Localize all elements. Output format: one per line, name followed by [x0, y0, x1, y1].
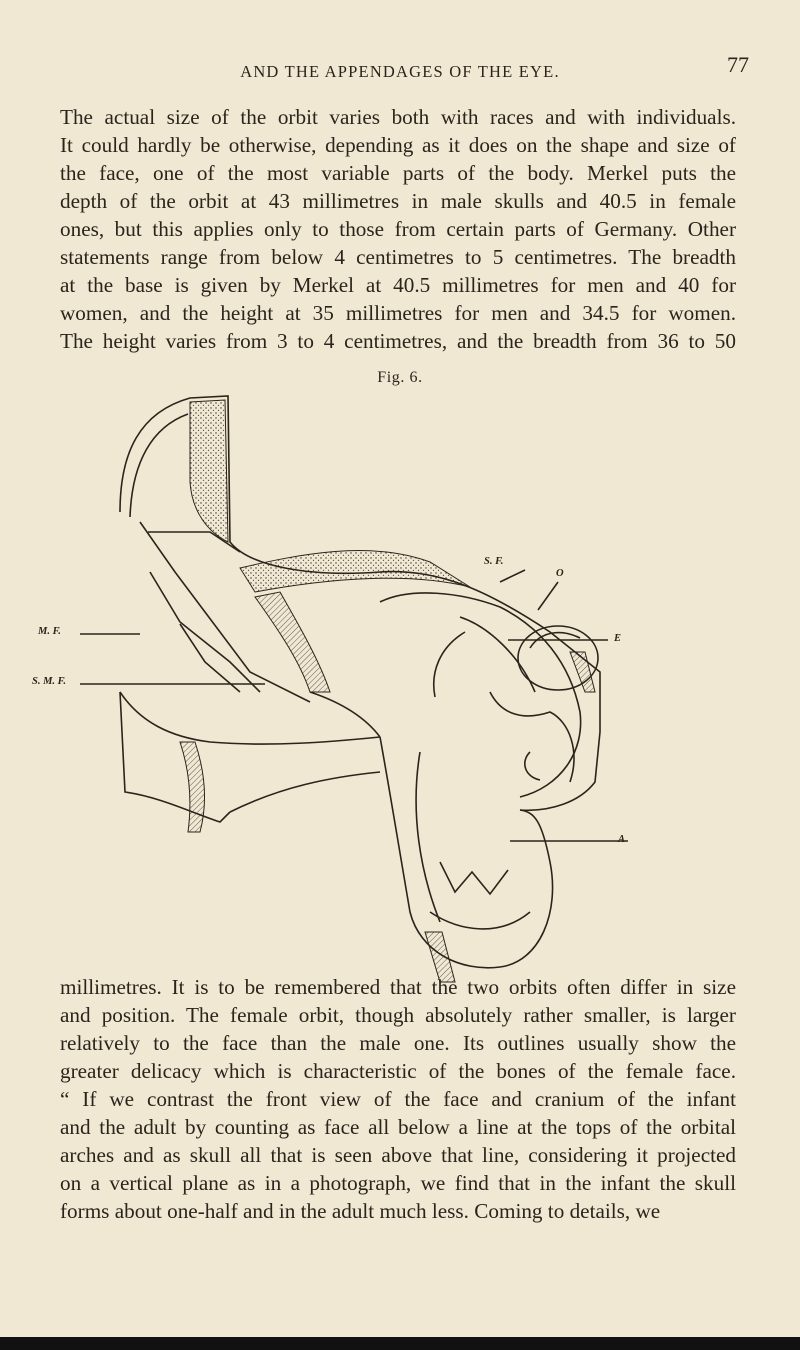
running-head: AND THE APPENDAGES OF THE EYE.: [240, 62, 560, 81]
label-sf: S. F.: [484, 556, 504, 567]
text-line: greater delicacy which is characteristic of the bones of the female face.: [60, 1059, 736, 1083]
text-line: The actual size of the orbit varies both with races and with individuals.: [60, 105, 736, 129]
text-line: relatively to the face than the male one. Its outlines usually show the: [60, 1031, 736, 1055]
text-line: “ If we contrast the front view of the face and cranium of the infant: [60, 1087, 736, 1111]
text-line: It could hardly be otherwise, depending as it does on the shape and size of: [60, 133, 736, 157]
label-smf: S. M. F.: [32, 676, 66, 687]
text-line: statements range from below 4 centimetres to 5 centimetres. The breadth: [60, 245, 736, 269]
text-line: the face, one of the most variable parts of the body. Merkel puts the: [60, 161, 736, 185]
bottom-edge-bar: [0, 1337, 800, 1350]
text-line: The height varies from 3 to 4 centimetres, and the breadth from 36 to 50: [60, 329, 736, 353]
skull-section-drawing: [80, 392, 640, 992]
label-a: A: [618, 834, 626, 845]
text-line: and the adult by counting as face all below a line at the tops of the orbital: [60, 1115, 736, 1139]
figure-caption: Fig. 6.: [377, 369, 423, 386]
label-e: E: [614, 633, 622, 644]
page-number: 77: [727, 52, 749, 77]
label-mf: M. F.: [38, 626, 61, 637]
paragraph-1: [60, 103, 736, 355]
text-line: arches and as skull all that is seen above that line, considering it projected: [60, 1143, 736, 1167]
paragraph-2: [60, 973, 736, 1225]
skull-section-figure: [32, 392, 640, 992]
text-line: ones, but this applies only to those from certain parts of Germany. Other: [60, 217, 736, 241]
text-line: millimetres. It is to be remembered that the two orbits often differ in size: [60, 975, 736, 999]
text-line: women, and the height at 35 millimetres for men and 34.5 for women.: [60, 301, 736, 325]
text-line: forms about one-half and in the adult much less. Coming to details, we: [60, 1199, 661, 1223]
text-line: depth of the orbit at 43 millimetres in male skulls and 40.5 in female: [60, 189, 736, 213]
text-line: at the base is given by Merkel at 40.5 millimetres for men and 40 for: [60, 273, 736, 297]
text-line: on a vertical plane as in a photograph, we find that in the infant the skull: [60, 1171, 736, 1195]
text-line: and position. The female orbit, though absolutely rather smaller, is larger: [60, 1003, 736, 1027]
label-o: O: [556, 568, 564, 579]
